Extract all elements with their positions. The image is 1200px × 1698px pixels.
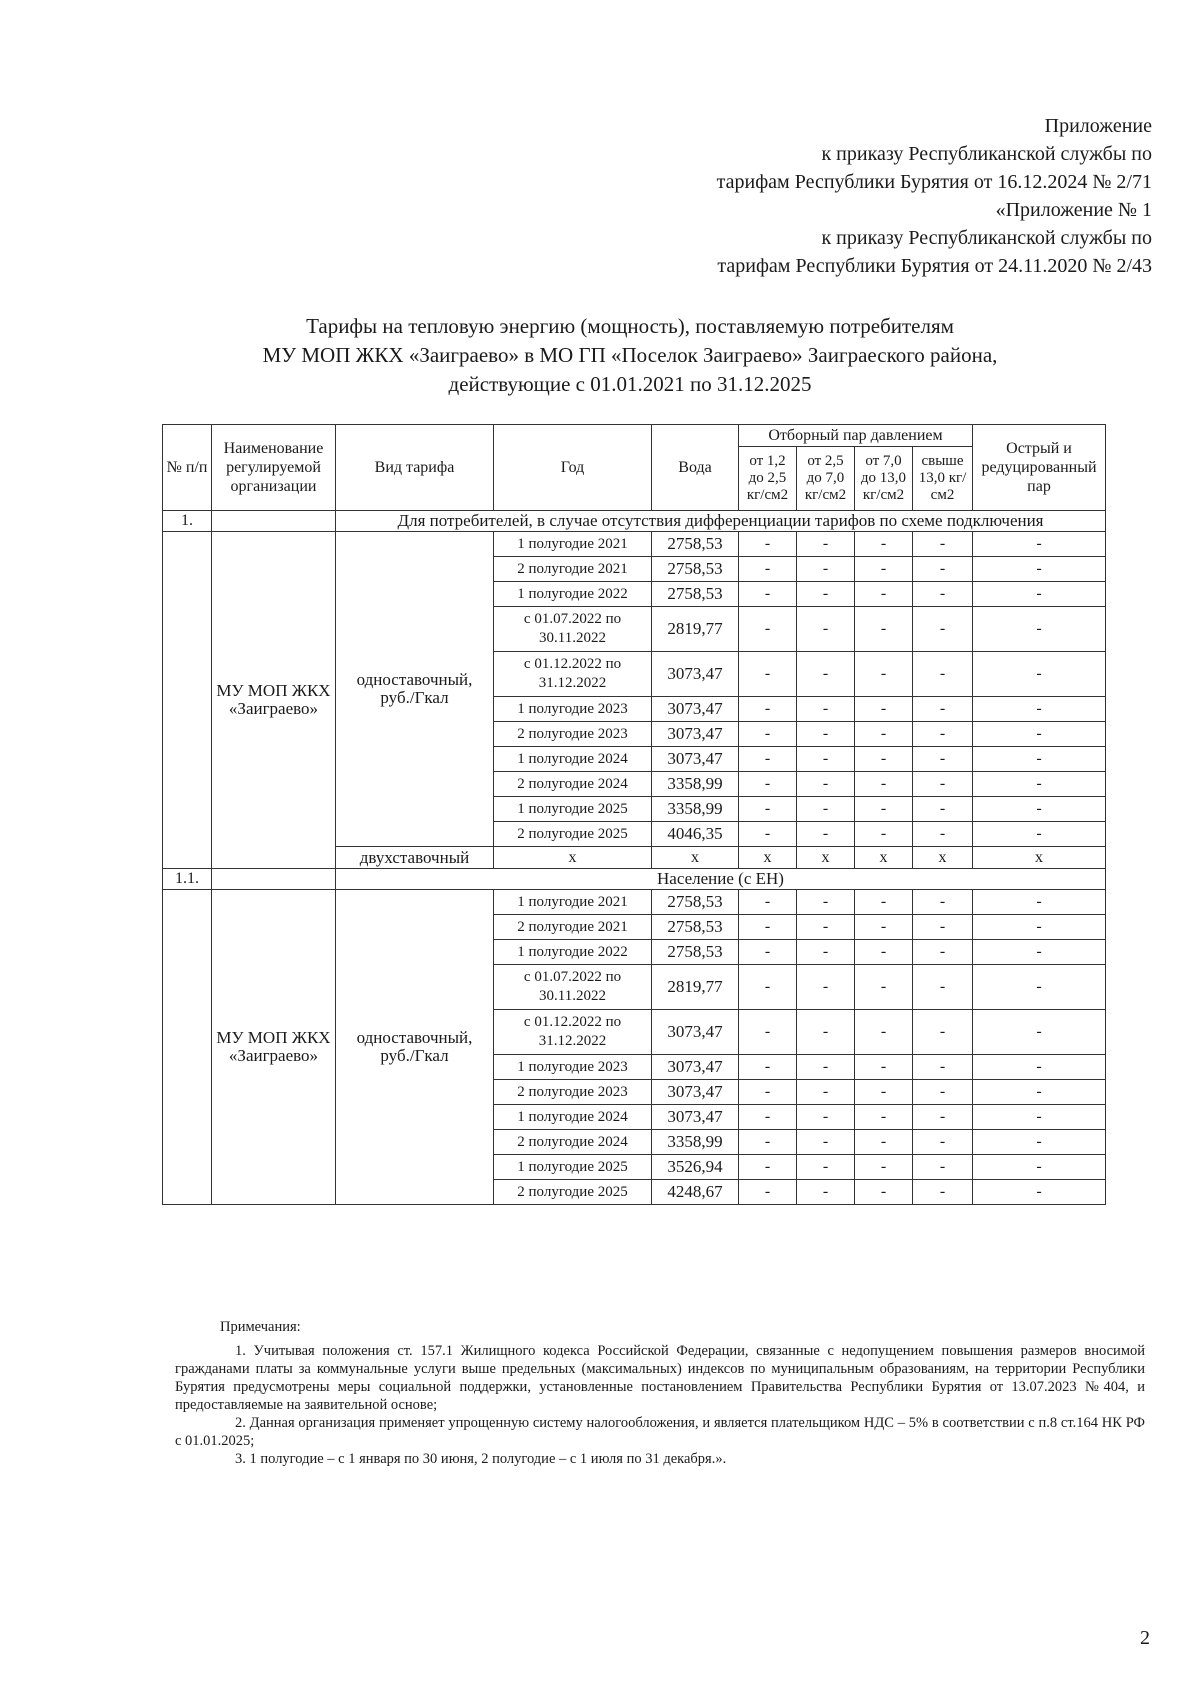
dash-cell: - — [973, 1155, 1106, 1180]
dash-cell: - — [913, 915, 973, 940]
dash-cell: - — [913, 1155, 973, 1180]
organization-name: МУ МОП ЖКХ «Заиграево» — [212, 532, 336, 869]
dash-cell: - — [797, 722, 855, 747]
section-header-row — [163, 869, 1106, 890]
dash-cell: - — [913, 697, 973, 722]
note-item: 3. 1 полугодие – с 1 января по 30 июня, 2 полугодие – с 1 июля по 31 декабря.». — [235, 1451, 727, 1467]
dash-cell: - — [739, 722, 797, 747]
dash-cell: - — [855, 697, 913, 722]
dash-cell: - — [797, 652, 855, 697]
dash-cell: - — [797, 940, 855, 965]
header-steam-group: Отборный пар давлением — [739, 425, 973, 447]
dash-cell: - — [973, 1080, 1106, 1105]
dash-cell: - — [797, 965, 855, 1010]
dash-cell: - — [913, 772, 973, 797]
x-mark-cell: х — [652, 847, 739, 869]
x-mark-cell: х — [973, 847, 1106, 869]
appendix-header — [717, 112, 1152, 280]
dash-cell: - — [739, 1105, 797, 1130]
header-line: «Приложение № 1 — [995, 199, 1152, 221]
dash-cell: - — [855, 797, 913, 822]
header-water: Вода — [652, 425, 739, 511]
tariff-kind: одноставочный, руб./Гкал — [336, 890, 494, 1205]
water-tariff-cell: 2758,53 — [652, 915, 739, 940]
organization-name: МУ МОП ЖКХ «Заиграево» — [212, 890, 336, 1205]
dash-cell: - — [973, 890, 1106, 915]
period-cell: 1 полугодие 2024 — [494, 747, 652, 772]
dash-cell: - — [913, 1180, 973, 1205]
water-tariff-cell: 2758,53 — [652, 582, 739, 607]
dash-cell: - — [739, 1080, 797, 1105]
x-mark-cell: х — [797, 847, 855, 869]
dash-cell: - — [973, 747, 1106, 772]
dash-cell: - — [973, 822, 1106, 847]
dash-cell: - — [797, 747, 855, 772]
dash-cell: - — [739, 890, 797, 915]
period-cell: 1 полугодие 2021 — [494, 890, 652, 915]
period-cell: 2 полугодие 2024 — [494, 1130, 652, 1155]
dash-cell: - — [973, 722, 1106, 747]
dash-cell: - — [739, 915, 797, 940]
water-tariff-cell: 3073,47 — [652, 722, 739, 747]
dash-cell: - — [973, 582, 1106, 607]
dash-cell: - — [913, 722, 973, 747]
dash-cell: - — [797, 915, 855, 940]
dash-cell: - — [797, 557, 855, 582]
header-steam-col: свыше 13,0 кг/см2 — [913, 447, 973, 511]
dash-cell: - — [855, 915, 913, 940]
water-tariff-cell: 3358,99 — [652, 1130, 739, 1155]
tariff-kind-two-part: двухставочный — [336, 847, 494, 869]
header-line: к приказу Республиканской службы по — [821, 143, 1152, 165]
dash-cell: - — [855, 890, 913, 915]
document-title — [165, 312, 1095, 399]
dash-cell: - — [797, 822, 855, 847]
water-tariff-cell: 3358,99 — [652, 797, 739, 822]
dash-cell: - — [855, 822, 913, 847]
dash-cell: - — [973, 532, 1106, 557]
water-tariff-cell: 3358,99 — [652, 772, 739, 797]
dash-cell: - — [973, 915, 1106, 940]
dash-cell: - — [913, 1055, 973, 1080]
dash-cell: - — [797, 797, 855, 822]
dash-cell: - — [855, 940, 913, 965]
dash-cell: - — [973, 1130, 1106, 1155]
table-row — [163, 890, 1106, 915]
water-tariff-cell: 2819,77 — [652, 965, 739, 1010]
x-mark-cell: х — [494, 847, 652, 869]
dash-cell: - — [739, 1180, 797, 1205]
notes-caption: Примечания: — [220, 1319, 301, 1335]
title-line: действующие с 01.01.2021 по 31.12.2025 — [448, 372, 812, 396]
period-cell: с 01.12.2022 по 31.12.2022 — [494, 1010, 652, 1055]
note-item: 1. Учитывая положения ст. 157.1 Жилищного кодекса Российской Федерации, связанные с недопущением повышения размеров вносимой гражданами платы за коммунальные услуги выше предельных (максимальных) индексов по муниципальным образованиям, на территории Республики Бурятия предусмотрены меры социальной поддержки, установленные постановлением Правительства Республики Бурятия от 13.07.2023 №404, и предоставляемые на заявительной основе; — [175, 1343, 1145, 1413]
water-tariff-cell: 3073,47 — [652, 1080, 739, 1105]
section-title: Для потребителей, в случае отсутствия дифференциации тарифов по схеме подключения — [336, 511, 1106, 532]
dash-cell: - — [855, 652, 913, 697]
dash-cell: - — [913, 1080, 973, 1105]
dash-cell: - — [797, 890, 855, 915]
dash-cell: - — [973, 1180, 1106, 1205]
dash-cell: - — [855, 607, 913, 652]
num-cell-empty — [163, 890, 212, 1205]
dash-cell: - — [739, 822, 797, 847]
period-cell: 1 полугодие 2023 — [494, 1055, 652, 1080]
dash-cell: - — [739, 652, 797, 697]
dash-cell: - — [855, 722, 913, 747]
dash-cell: - — [855, 1010, 913, 1055]
dash-cell: - — [739, 1010, 797, 1055]
period-cell: с 01.07.2022 по 30.11.2022 — [494, 965, 652, 1010]
dash-cell: - — [739, 1055, 797, 1080]
dash-cell: - — [913, 940, 973, 965]
dash-cell: - — [913, 1130, 973, 1155]
section-title: Население (с ЕН) — [336, 869, 1106, 890]
tariff-table — [162, 424, 1106, 1205]
tariff-table-body — [163, 511, 1106, 1205]
dash-cell: - — [739, 607, 797, 652]
dash-cell: - — [739, 532, 797, 557]
period-cell: 2 полугодие 2023 — [494, 1080, 652, 1105]
header-line: тарифам Республики Бурятия от 24.11.2020 № 2/43 — [717, 255, 1152, 277]
dash-cell: - — [855, 965, 913, 1010]
dash-cell: - — [913, 797, 973, 822]
water-tariff-cell: 3073,47 — [652, 1010, 739, 1055]
header-steam-col: от 1,2 до 2,5 кг/см2 — [739, 447, 797, 511]
dash-cell: - — [913, 652, 973, 697]
period-cell: 2 полугодие 2024 — [494, 772, 652, 797]
dash-cell: - — [855, 1055, 913, 1080]
dash-cell: - — [855, 1105, 913, 1130]
dash-cell: - — [973, 1010, 1106, 1055]
dash-cell: - — [797, 1080, 855, 1105]
dash-cell: - — [973, 697, 1106, 722]
dash-cell: - — [855, 1155, 913, 1180]
dash-cell: - — [739, 557, 797, 582]
period-cell: 2 полугодие 2021 — [494, 557, 652, 582]
dash-cell: - — [973, 940, 1106, 965]
num-cell-empty — [163, 532, 212, 869]
dash-cell: - — [855, 557, 913, 582]
dash-cell: - — [913, 532, 973, 557]
header-line: к приказу Республиканской службы по — [821, 227, 1152, 249]
dash-cell: - — [973, 772, 1106, 797]
page-number: 2 — [1140, 1627, 1150, 1649]
dash-cell: - — [913, 1105, 973, 1130]
header-num: № п/п — [163, 425, 212, 511]
dash-cell: - — [973, 1055, 1106, 1080]
dash-cell: - — [739, 697, 797, 722]
section-number: 1.1. — [163, 869, 212, 890]
period-cell: 1 полугодие 2021 — [494, 532, 652, 557]
dash-cell: - — [797, 1155, 855, 1180]
note-item: 2. Данная организация применяет упрощенную систему налогообложения, и является плательщиком НДС – 5% в соответствии с п.8 ст.164 НК РФ с 01.01.2025; — [175, 1415, 1145, 1449]
title-line: МУ МОП ЖКХ «Заиграево» в МО ГП «Поселок Заиграево» Заиграеского района, — [262, 343, 998, 367]
dash-cell: - — [739, 1155, 797, 1180]
dash-cell: - — [973, 557, 1106, 582]
dash-cell: - — [797, 607, 855, 652]
dash-cell: - — [973, 797, 1106, 822]
period-cell: 2 полугодие 2025 — [494, 822, 652, 847]
table-row — [163, 532, 1106, 557]
dash-cell: - — [797, 697, 855, 722]
dash-cell: - — [855, 1130, 913, 1155]
x-mark-cell: х — [739, 847, 797, 869]
dash-cell: - — [973, 607, 1106, 652]
header-steam-col: от 7,0 до 13,0 кг/см2 — [855, 447, 913, 511]
dash-cell: - — [855, 582, 913, 607]
empty-cell — [212, 869, 336, 890]
dash-cell: - — [973, 1105, 1106, 1130]
x-mark-cell: х — [913, 847, 973, 869]
dash-cell: - — [855, 532, 913, 557]
dash-cell: - — [913, 822, 973, 847]
header-sharp-steam: Острый и редуцированный пар — [973, 425, 1106, 511]
dash-cell: - — [913, 582, 973, 607]
dash-cell: - — [797, 532, 855, 557]
water-tariff-cell: 2758,53 — [652, 557, 739, 582]
dash-cell: - — [739, 1130, 797, 1155]
water-tariff-cell: 3526,94 — [652, 1155, 739, 1180]
header-line: Приложение — [1044, 115, 1152, 137]
section-header-row — [163, 511, 1106, 532]
period-cell: 1 полугодие 2022 — [494, 940, 652, 965]
water-tariff-cell: 2758,53 — [652, 890, 739, 915]
dash-cell: - — [855, 1180, 913, 1205]
period-cell: 1 полугодие 2025 — [494, 797, 652, 822]
header-line: тарифам Республики Бурятия от 16.12.2024 № 2/71 — [716, 171, 1152, 193]
period-cell: 2 полугодие 2021 — [494, 915, 652, 940]
dash-cell: - — [797, 582, 855, 607]
dash-cell: - — [973, 965, 1106, 1010]
dash-cell: - — [797, 1010, 855, 1055]
water-tariff-cell: 3073,47 — [652, 747, 739, 772]
notes — [175, 1318, 1145, 1468]
water-tariff-cell: 4248,67 — [652, 1180, 739, 1205]
tariff-kind: одноставочный, руб./Гкал — [336, 532, 494, 847]
dash-cell: - — [739, 965, 797, 1010]
dash-cell: - — [913, 1010, 973, 1055]
dash-cell: - — [797, 1105, 855, 1130]
title-line: Тарифы на тепловую энергию (мощность), поставляемую потребителям — [306, 314, 954, 338]
dash-cell: - — [855, 772, 913, 797]
dash-cell: - — [739, 772, 797, 797]
dash-cell: - — [913, 747, 973, 772]
water-tariff-cell: 3073,47 — [652, 1105, 739, 1130]
dash-cell: - — [913, 890, 973, 915]
water-tariff-cell: 4046,35 — [652, 822, 739, 847]
water-tariff-cell: 3073,47 — [652, 1055, 739, 1080]
dash-cell: - — [797, 1055, 855, 1080]
water-tariff-cell: 3073,47 — [652, 652, 739, 697]
period-cell: 1 полугодие 2023 — [494, 697, 652, 722]
period-cell: с 01.07.2022 по 30.11.2022 — [494, 607, 652, 652]
dash-cell: - — [739, 747, 797, 772]
section-number: 1. — [163, 511, 212, 532]
dash-cell: - — [797, 772, 855, 797]
empty-cell — [212, 511, 336, 532]
dash-cell: - — [739, 940, 797, 965]
header-steam-col: от 2,5 до 7,0 кг/см2 — [797, 447, 855, 511]
water-tariff-cell: 2758,53 — [652, 940, 739, 965]
dash-cell: - — [913, 557, 973, 582]
water-tariff-cell: 3073,47 — [652, 697, 739, 722]
x-mark-cell: х — [855, 847, 913, 869]
dash-cell: - — [739, 797, 797, 822]
dash-cell: - — [855, 747, 913, 772]
header-org: Наименование регулируемой организации — [212, 425, 336, 511]
period-cell: 1 полугодие 2025 — [494, 1155, 652, 1180]
period-cell: 1 полугодие 2022 — [494, 582, 652, 607]
dash-cell: - — [913, 607, 973, 652]
water-tariff-cell: 2819,77 — [652, 607, 739, 652]
dash-cell: - — [797, 1130, 855, 1155]
header-kind: Вид тарифа — [336, 425, 494, 511]
dash-cell: - — [855, 1080, 913, 1105]
header-year: Год — [494, 425, 652, 511]
period-cell: с 01.12.2022 по 31.12.2022 — [494, 652, 652, 697]
dash-cell: - — [739, 582, 797, 607]
dash-cell: - — [797, 1180, 855, 1205]
water-tariff-cell: 2758,53 — [652, 532, 739, 557]
period-cell: 2 полугодие 2025 — [494, 1180, 652, 1205]
period-cell: 1 полугодие 2024 — [494, 1105, 652, 1130]
dash-cell: - — [913, 965, 973, 1010]
period-cell: 2 полугодие 2023 — [494, 722, 652, 747]
dash-cell: - — [973, 652, 1106, 697]
